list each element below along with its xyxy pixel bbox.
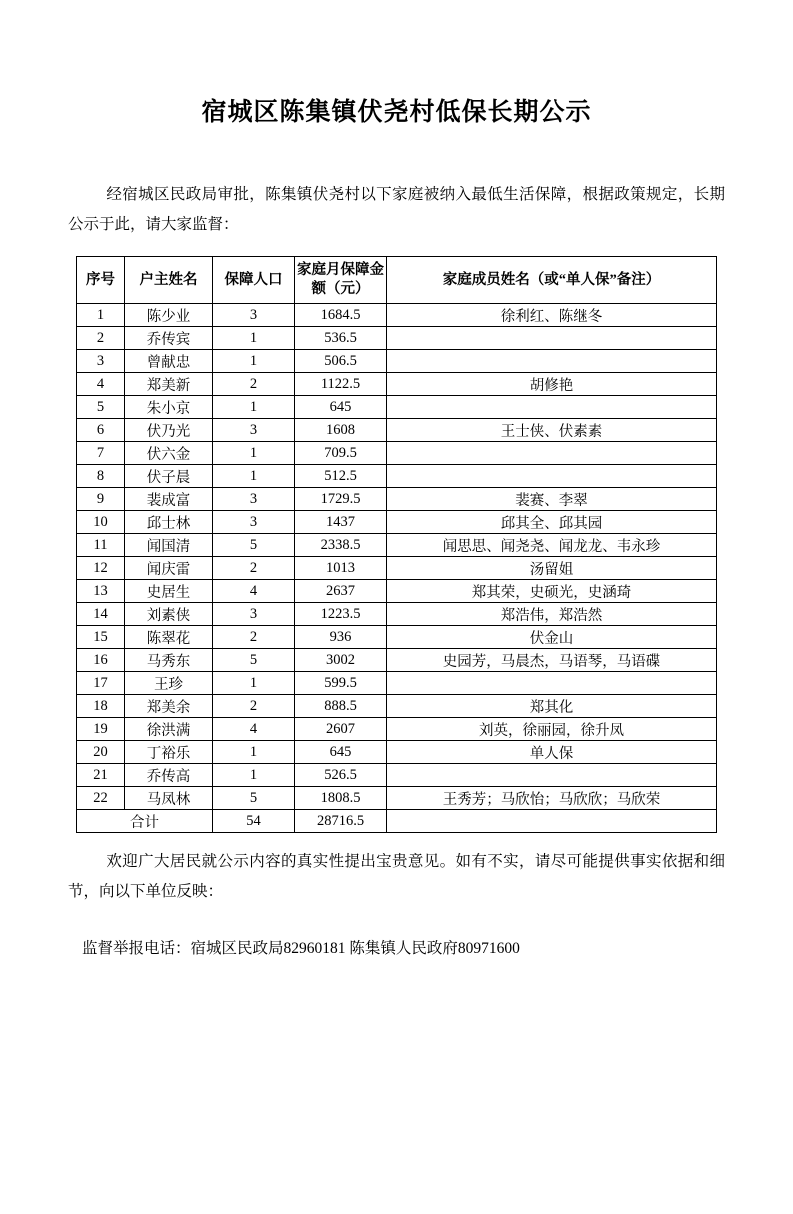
cell-members: 王士侠、伏素素 bbox=[387, 419, 717, 442]
cell-index: 7 bbox=[77, 442, 125, 465]
cell-amount: 936 bbox=[295, 626, 387, 649]
cell-householder: 乔传高 bbox=[125, 764, 213, 787]
table-row bbox=[77, 396, 717, 419]
table-row bbox=[77, 718, 717, 741]
table-row bbox=[77, 419, 717, 442]
cell-people: 2 bbox=[213, 695, 295, 718]
cell-index: 6 bbox=[77, 419, 125, 442]
cell-householder: 陈少业 bbox=[125, 304, 213, 327]
cell-index: 12 bbox=[77, 557, 125, 580]
cell-amount: 1684.5 bbox=[295, 304, 387, 327]
cell-people: 2 bbox=[213, 373, 295, 396]
cell-amount: 709.5 bbox=[295, 442, 387, 465]
cell-index: 1 bbox=[77, 304, 125, 327]
table-row bbox=[77, 672, 717, 695]
cell-index: 17 bbox=[77, 672, 125, 695]
cell-members bbox=[387, 465, 717, 488]
cell-amount: 888.5 bbox=[295, 695, 387, 718]
cell-amount: 645 bbox=[295, 396, 387, 419]
cell-householder: 曾献忠 bbox=[125, 350, 213, 373]
cell-amount: 1013 bbox=[295, 557, 387, 580]
cell-members: 郑其荣，史硕光，史涵琦 bbox=[387, 580, 717, 603]
cell-amount: 599.5 bbox=[295, 672, 387, 695]
table-row bbox=[77, 534, 717, 557]
table-row bbox=[77, 626, 717, 649]
intro-paragraph bbox=[68, 180, 725, 240]
cell-index: 15 bbox=[77, 626, 125, 649]
table-row bbox=[77, 787, 717, 810]
beneficiary-table bbox=[76, 256, 717, 833]
cell-amount: 3002 bbox=[295, 649, 387, 672]
cell-index: 20 bbox=[77, 741, 125, 764]
cell-members bbox=[387, 327, 717, 350]
cell-index: 21 bbox=[77, 764, 125, 787]
cell-people: 2 bbox=[213, 557, 295, 580]
document-page bbox=[0, 92, 793, 1214]
table-row bbox=[77, 649, 717, 672]
cell-index: 22 bbox=[77, 787, 125, 810]
cell-people: 4 bbox=[213, 580, 295, 603]
cell-householder: 伏六金 bbox=[125, 442, 213, 465]
table-row bbox=[77, 603, 717, 626]
after-paragraph bbox=[68, 847, 725, 907]
cell-index: 10 bbox=[77, 511, 125, 534]
cell-members bbox=[387, 672, 717, 695]
cell-people: 3 bbox=[213, 603, 295, 626]
cell-householder: 史居生 bbox=[125, 580, 213, 603]
cell-people: 1 bbox=[213, 327, 295, 350]
table-row bbox=[77, 373, 717, 396]
column-header-members: 家庭成员姓名（或“单人保”备注） bbox=[387, 257, 717, 304]
cell-householder: 裴成富 bbox=[125, 488, 213, 511]
cell-amount: 506.5 bbox=[295, 350, 387, 373]
cell-members: 胡修艳 bbox=[387, 373, 717, 396]
table-header-row bbox=[77, 257, 717, 304]
intro-text: 经宿城区民政局审批，陈集镇伏尧村以下家庭被纳入最低生活保障，根据政策规定，长期公示于此，请大家监督： bbox=[68, 186, 725, 233]
cell-people: 3 bbox=[213, 419, 295, 442]
cell-members: 单人保 bbox=[387, 741, 717, 764]
cell-index: 16 bbox=[77, 649, 125, 672]
cell-householder: 伏子晨 bbox=[125, 465, 213, 488]
cell-amount: 2637 bbox=[295, 580, 387, 603]
cell-members bbox=[387, 442, 717, 465]
cell-householder: 伏乃光 bbox=[125, 419, 213, 442]
cell-people: 1 bbox=[213, 396, 295, 419]
cell-members bbox=[387, 350, 717, 373]
cell-people: 1 bbox=[213, 672, 295, 695]
cell-people: 1 bbox=[213, 350, 295, 373]
table-row bbox=[77, 350, 717, 373]
cell-householder: 马秀东 bbox=[125, 649, 213, 672]
cell-index: 9 bbox=[77, 488, 125, 511]
cell-members: 史园芳，马晨杰，马语琴，马语碟 bbox=[387, 649, 717, 672]
cell-amount: 2607 bbox=[295, 718, 387, 741]
cell-amount: 512.5 bbox=[295, 465, 387, 488]
cell-total-people: 54 bbox=[213, 810, 295, 833]
cell-amount: 645 bbox=[295, 741, 387, 764]
cell-householder: 郑美余 bbox=[125, 695, 213, 718]
cell-people: 3 bbox=[213, 511, 295, 534]
cell-index: 3 bbox=[77, 350, 125, 373]
cell-index: 11 bbox=[77, 534, 125, 557]
cell-index: 14 bbox=[77, 603, 125, 626]
cell-index: 8 bbox=[77, 465, 125, 488]
cell-amount: 1223.5 bbox=[295, 603, 387, 626]
column-header-people: 保障人口 bbox=[213, 257, 295, 304]
cell-members bbox=[387, 764, 717, 787]
cell-people: 1 bbox=[213, 442, 295, 465]
cell-amount: 1122.5 bbox=[295, 373, 387, 396]
cell-index: 13 bbox=[77, 580, 125, 603]
cell-householder: 乔传宾 bbox=[125, 327, 213, 350]
cell-householder: 丁裕乐 bbox=[125, 741, 213, 764]
table-body bbox=[77, 304, 717, 833]
cell-amount: 526.5 bbox=[295, 764, 387, 787]
table-header bbox=[77, 257, 717, 304]
table-row bbox=[77, 764, 717, 787]
cell-members: 徐利红、陈继冬 bbox=[387, 304, 717, 327]
column-header-householder: 户主姓名 bbox=[125, 257, 213, 304]
cell-householder: 王珍 bbox=[125, 672, 213, 695]
table-row bbox=[77, 557, 717, 580]
cell-members: 闻思思、闻尧尧、闻龙龙、韦永珍 bbox=[387, 534, 717, 557]
table-total-row bbox=[77, 810, 717, 833]
table-row bbox=[77, 304, 717, 327]
cell-amount: 536.5 bbox=[295, 327, 387, 350]
table-row bbox=[77, 511, 717, 534]
cell-householder: 马凤林 bbox=[125, 787, 213, 810]
table-row bbox=[77, 695, 717, 718]
cell-index: 19 bbox=[77, 718, 125, 741]
cell-index: 18 bbox=[77, 695, 125, 718]
cell-amount: 1729.5 bbox=[295, 488, 387, 511]
cell-members: 郑浩伟，郑浩然 bbox=[387, 603, 717, 626]
cell-householder: 闻国清 bbox=[125, 534, 213, 557]
cell-amount: 2338.5 bbox=[295, 534, 387, 557]
table-row bbox=[77, 741, 717, 764]
cell-index: 2 bbox=[77, 327, 125, 350]
column-header-index: 序号 bbox=[77, 257, 125, 304]
cell-householder: 朱小京 bbox=[125, 396, 213, 419]
column-header-amount: 家庭月保障金额（元） bbox=[295, 257, 387, 304]
cell-householder: 徐洪满 bbox=[125, 718, 213, 741]
table-row bbox=[77, 442, 717, 465]
cell-people: 1 bbox=[213, 741, 295, 764]
cell-amount: 1608 bbox=[295, 419, 387, 442]
cell-amount: 1808.5 bbox=[295, 787, 387, 810]
cell-people: 5 bbox=[213, 787, 295, 810]
cell-householder: 郑美新 bbox=[125, 373, 213, 396]
cell-householder: 邱士林 bbox=[125, 511, 213, 534]
cell-householder: 刘素侠 bbox=[125, 603, 213, 626]
table-row bbox=[77, 488, 717, 511]
cell-people: 1 bbox=[213, 465, 295, 488]
page-title: 宿城区陈集镇伏尧村低保长期公示 bbox=[201, 98, 592, 126]
table-row bbox=[77, 327, 717, 350]
cell-index: 5 bbox=[77, 396, 125, 419]
cell-members: 裴赛、李翠 bbox=[387, 488, 717, 511]
cell-people: 5 bbox=[213, 534, 295, 557]
cell-people: 1 bbox=[213, 764, 295, 787]
cell-total-members bbox=[387, 810, 717, 833]
table-row bbox=[77, 580, 717, 603]
cell-amount: 1437 bbox=[295, 511, 387, 534]
contact-line: 监督举报电话：宿城区民政局82960181 陈集镇人民政府80971600 bbox=[82, 940, 520, 957]
cell-index: 4 bbox=[77, 373, 125, 396]
cell-people: 3 bbox=[213, 304, 295, 327]
cell-members: 汤留姐 bbox=[387, 557, 717, 580]
cell-people: 5 bbox=[213, 649, 295, 672]
table-row bbox=[77, 465, 717, 488]
after-text: 欢迎广大居民就公示内容的真实性提出宝贵意见。如有不实，请尽可能提供事实依据和细节，向以下单位反映： bbox=[68, 853, 725, 900]
cell-people: 2 bbox=[213, 626, 295, 649]
cell-members bbox=[387, 396, 717, 419]
cell-members: 王秀芳；马欣怡；马欣欣；马欣荣 bbox=[387, 787, 717, 810]
cell-total-label: 合计 bbox=[77, 810, 213, 833]
cell-people: 4 bbox=[213, 718, 295, 741]
cell-members: 邱其全、邱其园 bbox=[387, 511, 717, 534]
cell-members: 刘英，徐丽园，徐升凤 bbox=[387, 718, 717, 741]
cell-householder: 闻庆雷 bbox=[125, 557, 213, 580]
cell-total-amount: 28716.5 bbox=[295, 810, 387, 833]
cell-members: 伏金山 bbox=[387, 626, 717, 649]
cell-members: 郑其化 bbox=[387, 695, 717, 718]
cell-people: 3 bbox=[213, 488, 295, 511]
cell-householder: 陈翠花 bbox=[125, 626, 213, 649]
